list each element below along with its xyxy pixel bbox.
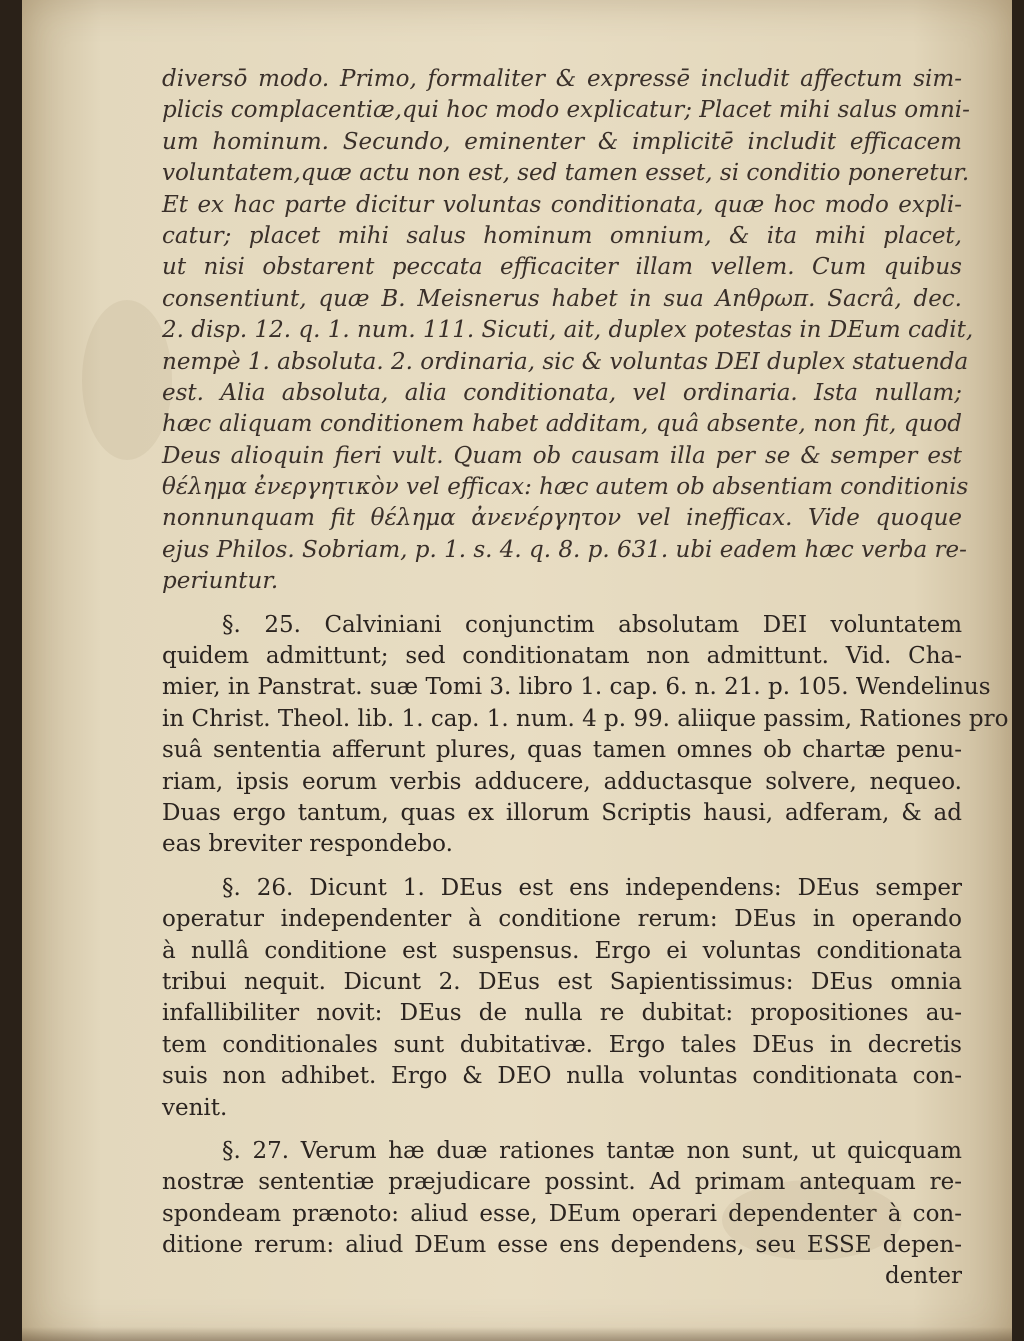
text-line: est. Alia absoluta, alia conditionata, vel ordinaria. Ista nullam;	[162, 379, 962, 406]
text-line: nostræ sententiæ præjudicare possint. Ad primam antequam re-	[162, 1169, 962, 1196]
text-line: θέλημα ἐνεργητικὸν vel efficax: hæc autem ob absentiam conditionis	[162, 474, 969, 501]
text-line: nonnunquam fit θέλημα ἀνενέργητον vel inefficax. Vide quoque	[162, 505, 962, 532]
book-page	[22, 0, 1012, 1341]
catchword: denter	[885, 1263, 962, 1290]
text-line: ut nisi obstarent peccata efficaciter illam vellem. Cum quibus	[162, 254, 962, 281]
text-line: periuntur.	[162, 568, 279, 595]
text-line: operatur independenter à conditione rerum: DEus in operando	[162, 906, 962, 933]
text-line: plicis complacentiæ,qui hoc modo explicatur; Placet mihi salus omni-	[162, 97, 970, 124]
page-text	[162, 64, 1009, 1293]
text-line: tribui nequit. Dicunt 2. DEus est Sapientissimus: DEus omnia	[162, 968, 962, 995]
paragraph-gap	[162, 598, 962, 610]
text-line: ejus Philos. Sobriam, p. 1. s. 4. q. 8. p. 631. ubi eadem hæc verba re-	[162, 536, 967, 563]
text-line: catur; placet mihi salus hominum omnium, & ita mihi placet,	[162, 222, 962, 249]
text-line: Et ex hac parte dicitur voluntas conditionata, quæ hoc modo expli-	[162, 191, 962, 218]
text-line: tem conditionales sunt dubitativæ. Ergo tales DEus in decretis	[162, 1031, 962, 1058]
text-line: suâ sententia afferunt plures, quas tamen omnes ob chartæ penu-	[162, 737, 962, 764]
paragraph-section-25	[162, 610, 1009, 861]
paragraph-gap	[162, 861, 962, 873]
text-line: infallibiliter novit: DEus de nulla re dubitat: propositiones au-	[162, 1000, 962, 1027]
text-line: Deus alioquin fieri vult. Quam ob causam illa per se & semper est	[162, 442, 962, 469]
text-line: consentiunt, quæ B. Meisnerus habet in sua Anθρωπ. Sacrâ, dec.	[162, 285, 962, 312]
text-line: spondeam prænoto: aliud esse, DEum operari dependenter à con-	[162, 1200, 962, 1227]
text-line: ditione rerum: aliud DEum esse ens dependens, seu ESSE depen-	[162, 1232, 962, 1259]
page-stain	[82, 300, 172, 460]
paragraph-section-26	[162, 873, 962, 1124]
text-line: §. 26. Dicunt 1. DEus est ens independens: DEus semper	[222, 874, 962, 901]
text-line: eas breviter respondebo.	[162, 831, 453, 858]
paragraph-section-27	[162, 1136, 962, 1262]
text-line: Duas ergo tantum, quas ex illorum Scriptis hausi, adferam, & ad	[162, 799, 962, 826]
text-line: um hominum. Secundo, eminenter & implicitē includit efficacem	[162, 128, 962, 155]
text-line: quidem admittunt; sed conditionatam non admittunt. Vid. Cha-	[162, 643, 962, 670]
text-line: diversō modo. Primo, formaliter & expressē includit affectum sim-	[162, 66, 962, 92]
text-line: in Christ. Theol. lib. 1. cap. 1. num. 4 p. 99. aliique passim, Rationes pro	[162, 705, 1009, 732]
paragraph-gap	[162, 1124, 962, 1136]
text-line: §. 27. Verum hæ duæ rationes tantæ non sunt, ut quicquam	[222, 1137, 962, 1164]
text-line: mier, in Panstrat. suæ Tomi 3. libro 1. cap. 6. n. 21. p. 105. Wendelinus	[162, 674, 991, 701]
text-line: hæc aliquam conditionem habet additam, quâ absente, non fit, quod	[162, 411, 962, 438]
text-line: venit.	[162, 1094, 228, 1121]
text-line: 2. disp. 12. q. 1. num. 111. Sicuti, ait, duplex potestas in DEum cadit,	[162, 317, 974, 344]
text-line: nempè 1. absoluta. 2. ordinaria, sic & voluntas DEI duplex statuenda	[162, 348, 969, 375]
text-line: §. 25. Calviniani conjunctim absolutam DEI voluntatem	[222, 611, 962, 638]
text-line: à nullâ conditione est suspensus. Ergo ei voluntas conditionata	[162, 937, 962, 964]
text-line: riam, ipsis eorum verbis adducere, adductasque solvere, nequeo.	[162, 768, 962, 795]
text-line: suis non adhibet. Ergo & DEO nulla voluntas conditionata con-	[162, 1063, 962, 1090]
paragraph-continuation	[162, 64, 974, 598]
text-line: voluntatem,quæ actu non est, sed tamen esset, si conditio poneretur.	[162, 160, 970, 187]
